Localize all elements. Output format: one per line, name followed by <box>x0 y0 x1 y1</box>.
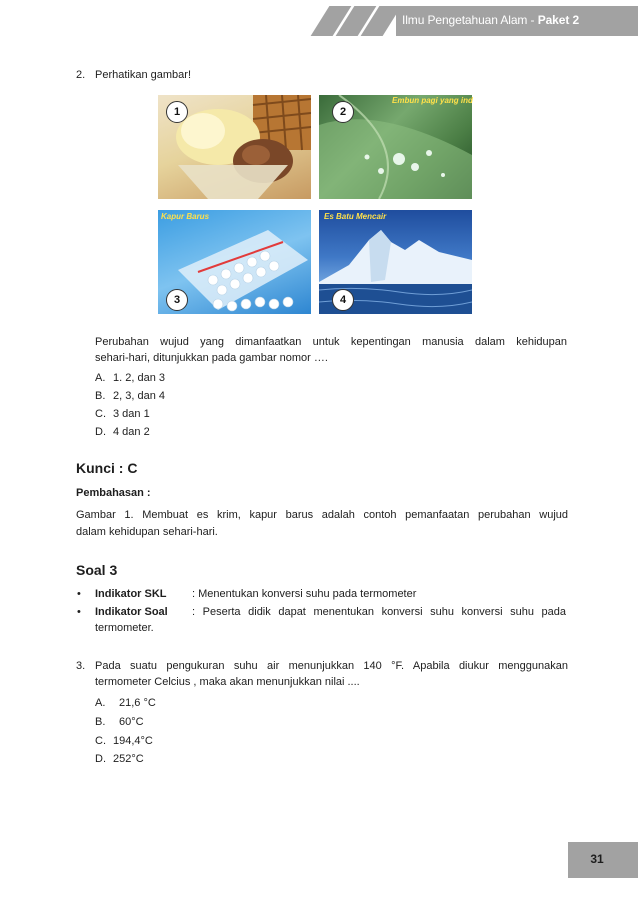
indikator-skl-label: Indikator SKL <box>95 588 167 600</box>
q2-option-letter: C. <box>95 408 106 420</box>
bullet: • <box>77 606 81 618</box>
q2-question-line1: Perubahan wujud yang dimanfaatkan untuk kepentingan manusia dalam kehidupan <box>95 336 567 348</box>
discussion-line2: dalam kehidupan sehari-hari. <box>76 526 218 538</box>
page-number: 31 <box>590 852 604 866</box>
bullet: • <box>77 588 81 600</box>
q3-option-text: 60°C <box>119 716 144 728</box>
q3-question-line2: termometer Celcius , maka akan menunjukkan nilai .... <box>95 676 360 688</box>
figure-label-4: 4 <box>332 289 354 311</box>
discussion-line1: Gambar 1. Membuat es krim, kapur barus adalah contoh pemanfaatan perubahan wujud <box>76 509 568 521</box>
indikator-soal-label: Indikator Soal <box>95 606 168 618</box>
figure-label-2: 2 <box>332 101 354 123</box>
indikator-soal-text: : Peserta didik dapat menentukan konversi suhu konversi suhu pada <box>192 606 566 618</box>
q2-question-line2: sehari-hari, ditunjukkan pada gambar nomor …. <box>95 352 328 364</box>
q2-option-letter: D. <box>95 426 106 438</box>
q2-option-text: 3 dan 1 <box>113 408 150 420</box>
figure-caption-4: Es Batu Mencair <box>324 212 387 221</box>
figure-caption-3: Kapur Barus <box>161 212 210 221</box>
q3-option-letter: C. <box>95 735 106 747</box>
q2-number: 2. <box>76 69 86 81</box>
q2-prompt: Perhatikan gambar! <box>95 69 191 81</box>
q3-question-line1: Pada suatu pengukuran suhu air menunjukkan 140 °F. Apabila diukur menggunakan <box>95 660 568 672</box>
figure-caption-2: Embun pagi yang ind <box>392 96 473 105</box>
q3-option-letter: B. <box>95 716 106 728</box>
indikator-skl-text: : Menentukan konversi suhu pada termometer <box>192 588 417 600</box>
q3-option-letter: A. <box>95 697 106 709</box>
q2-option-text: 2, 3, dan 4 <box>113 390 165 402</box>
q3-option-letter: D. <box>95 753 106 765</box>
figure-label-3: 3 <box>166 289 188 311</box>
q3-option-text: 252°C <box>113 753 144 765</box>
header-title: Ilmu Pengetahuan Alam - Paket 2 <box>402 13 580 27</box>
soal3-title: Soal 3 <box>76 562 118 578</box>
q2-option-letter: B. <box>95 390 106 402</box>
q3-option-text: 21,6 °C <box>119 697 156 709</box>
discussion-title: Pembahasan : <box>76 487 151 499</box>
indikator-soal-cont: termometer. <box>95 622 154 634</box>
q2-option-text: 1. 2, dan 3 <box>113 372 165 384</box>
q3-number: 3. <box>76 660 86 672</box>
figure-label-1: 1 <box>166 101 188 123</box>
q2-option-text: 4 dan 2 <box>113 426 150 438</box>
answer-key: Kunci : C <box>76 460 138 476</box>
q2-option-letter: A. <box>95 372 106 384</box>
q3-option-text: 194,4°C <box>113 735 153 747</box>
